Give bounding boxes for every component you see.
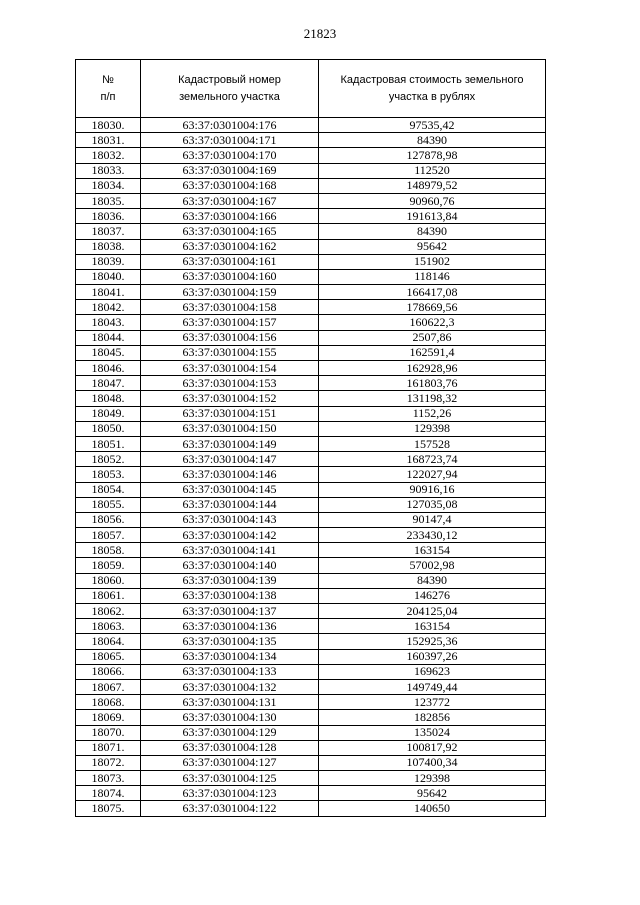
table-row: [76, 558, 546, 573]
row-number: 18068.: [76, 695, 141, 710]
cadastral-value: 160622,3: [319, 315, 546, 330]
cadastral-number: 63:37:0301004:147: [141, 452, 319, 467]
row-number: 18064.: [76, 634, 141, 649]
cadastral-value: 131198,32: [319, 391, 546, 406]
row-number: 18054.: [76, 482, 141, 497]
table-row: [76, 634, 546, 649]
header-number-line2: п/п: [100, 90, 116, 103]
cadastral-value: 146276: [319, 588, 546, 603]
table-row: [76, 345, 546, 360]
row-number: 18073.: [76, 771, 141, 786]
cadastral-number: 63:37:0301004:151: [141, 406, 319, 421]
cadastral-value: 182856: [319, 710, 546, 725]
table-row: [76, 512, 546, 527]
cadastral-number: 63:37:0301004:134: [141, 649, 319, 664]
cadastral-number: 63:37:0301004:135: [141, 634, 319, 649]
cadastral-value: 90960,76: [319, 193, 546, 208]
table-row: [76, 725, 546, 740]
cadastral-number: 63:37:0301004:149: [141, 436, 319, 451]
row-number: 18046.: [76, 361, 141, 376]
header-cadastral-line1: Кадастровый номер: [178, 73, 281, 86]
row-number: 18052.: [76, 452, 141, 467]
row-number: 18075.: [76, 801, 141, 816]
cadastral-value: 152925,36: [319, 634, 546, 649]
page-number: 21823: [303, 26, 337, 41]
cadastral-value: 204125,04: [319, 604, 546, 619]
table-row: [76, 406, 546, 421]
table-row: [76, 269, 546, 284]
table-row: [76, 330, 546, 345]
cadastral-number: 63:37:0301004:169: [141, 163, 319, 178]
row-number: 18072.: [76, 755, 141, 770]
cadastral-number: 63:37:0301004:170: [141, 148, 319, 163]
table-row: [76, 528, 546, 543]
row-number: 18061.: [76, 588, 141, 603]
header-value-line1: Кадастровая стоимость земельного: [340, 73, 524, 86]
table-row: [76, 285, 546, 300]
row-number: 18030.: [76, 118, 141, 133]
cadastral-value: 149749,44: [319, 679, 546, 694]
row-number: 18066.: [76, 664, 141, 679]
row-number: 18069.: [76, 710, 141, 725]
header-value-line2: участка в рублях: [388, 90, 476, 103]
row-number: 18055.: [76, 497, 141, 512]
cadastral-value: 161803,76: [319, 376, 546, 391]
cadastral-value: 160397,26: [319, 649, 546, 664]
cadastral-number: 63:37:0301004:160: [141, 269, 319, 284]
row-number: 18042.: [76, 300, 141, 315]
cadastral-number: 63:37:0301004:123: [141, 786, 319, 801]
table-row: [76, 588, 546, 603]
cadastral-number: 63:37:0301004:130: [141, 710, 319, 725]
table-row: [76, 619, 546, 634]
row-number: 18070.: [76, 725, 141, 740]
row-number: 18062.: [76, 604, 141, 619]
cadastral-number: 63:37:0301004:127: [141, 755, 319, 770]
cadastral-number: 63:37:0301004:133: [141, 664, 319, 679]
row-number: 18041.: [76, 285, 141, 300]
row-number: 18067.: [76, 679, 141, 694]
cadastral-value: 90147,4: [319, 512, 546, 527]
cadastral-value: 129398: [319, 771, 546, 786]
cadastral-value: 178669,56: [319, 300, 546, 315]
cadastral-value: 118146: [319, 269, 546, 284]
cadastral-value: 2507,86: [319, 330, 546, 345]
cadastral-value: 57002,98: [319, 558, 546, 573]
cadastral-value: 168723,74: [319, 452, 546, 467]
table-row: [76, 300, 546, 315]
cadastral-value: 84390: [319, 133, 546, 148]
cadastral-number: 63:37:0301004:131: [141, 695, 319, 710]
table-row: [76, 361, 546, 376]
table-row: [76, 452, 546, 467]
cadastral-value: 163154: [319, 619, 546, 634]
header-number-line1: №: [102, 73, 114, 86]
header-cadastral-number: [141, 60, 319, 118]
table-row: [76, 573, 546, 588]
cadastral-value: 129398: [319, 421, 546, 436]
table-row: [76, 649, 546, 664]
cadastral-value: 1152,26: [319, 406, 546, 421]
cadastral-number: 63:37:0301004:137: [141, 604, 319, 619]
cadastral-value: 151902: [319, 254, 546, 269]
cadastral-value: 163154: [319, 543, 546, 558]
table-row: [76, 543, 546, 558]
cadastral-number: 63:37:0301004:145: [141, 482, 319, 497]
table-row: [76, 315, 546, 330]
cadastral-number: 63:37:0301004:129: [141, 725, 319, 740]
cadastral-number: 63:37:0301004:128: [141, 740, 319, 755]
cadastral-number: 63:37:0301004:155: [141, 345, 319, 360]
table-row: [76, 679, 546, 694]
cadastral-value: 84390: [319, 573, 546, 588]
cadastral-number: 63:37:0301004:142: [141, 528, 319, 543]
row-number: 18044.: [76, 330, 141, 345]
row-number: 18071.: [76, 740, 141, 755]
table-row: [76, 391, 546, 406]
cadastral-value: 100817,92: [319, 740, 546, 755]
cadastral-value: 95642: [319, 239, 546, 254]
table-row: [76, 467, 546, 482]
cadastral-value: 122027,94: [319, 467, 546, 482]
row-number: 18053.: [76, 467, 141, 482]
cadastral-value: 162928,96: [319, 361, 546, 376]
table-row: [76, 786, 546, 801]
table-row: [76, 239, 546, 254]
cadastral-number: 63:37:0301004:141: [141, 543, 319, 558]
cadastral-number: 63:37:0301004:138: [141, 588, 319, 603]
row-number: 18033.: [76, 163, 141, 178]
row-number: 18063.: [76, 619, 141, 634]
table-row: [76, 209, 546, 224]
cadastral-number: 63:37:0301004:132: [141, 679, 319, 694]
cadastral-value: 127035,08: [319, 497, 546, 512]
row-number: 18032.: [76, 148, 141, 163]
table-row: [76, 148, 546, 163]
row-number: 18036.: [76, 209, 141, 224]
header-cadastral-line2: земельного участка: [179, 90, 280, 103]
cadastral-number: 63:37:0301004:176: [141, 118, 319, 133]
table-row: [76, 664, 546, 679]
cadastral-number: 63:37:0301004:139: [141, 573, 319, 588]
row-number: 18059.: [76, 558, 141, 573]
cadastral-value: 162591,4: [319, 345, 546, 360]
cadastral-number: 63:37:0301004:167: [141, 193, 319, 208]
table-row: [76, 755, 546, 770]
cadastral-value: 169623: [319, 664, 546, 679]
cadastral-value: 135024: [319, 725, 546, 740]
table-row: [76, 133, 546, 148]
cadastral-number: 63:37:0301004:158: [141, 300, 319, 315]
table-row: [76, 695, 546, 710]
cadastral-value: 233430,12: [319, 528, 546, 543]
row-number: 18074.: [76, 786, 141, 801]
cadastral-number: 63:37:0301004:125: [141, 771, 319, 786]
cadastral-value: 95642: [319, 786, 546, 801]
table-row: [76, 801, 546, 816]
table-row: [76, 421, 546, 436]
cadastral-value: 166417,08: [319, 285, 546, 300]
table-row: [76, 771, 546, 786]
table-row: [76, 710, 546, 725]
row-number: 18058.: [76, 543, 141, 558]
cadastral-number: 63:37:0301004:140: [141, 558, 319, 573]
cadastral-value-table: [75, 59, 546, 817]
cadastral-number: 63:37:0301004:166: [141, 209, 319, 224]
cadastral-number: 63:37:0301004:161: [141, 254, 319, 269]
table-body: [76, 118, 546, 817]
row-number: 18039.: [76, 254, 141, 269]
table-row: [76, 254, 546, 269]
cadastral-number: 63:37:0301004:154: [141, 361, 319, 376]
cadastral-number: 63:37:0301004:171: [141, 133, 319, 148]
cadastral-number: 63:37:0301004:150: [141, 421, 319, 436]
cadastral-number: 63:37:0301004:144: [141, 497, 319, 512]
cadastral-number: 63:37:0301004:122: [141, 801, 319, 816]
cadastral-number: 63:37:0301004:159: [141, 285, 319, 300]
cadastral-number: 63:37:0301004:156: [141, 330, 319, 345]
cadastral-number: 63:37:0301004:165: [141, 224, 319, 239]
cadastral-value: 90916,16: [319, 482, 546, 497]
row-number: 18049.: [76, 406, 141, 421]
cadastral-number: 63:37:0301004:157: [141, 315, 319, 330]
row-number: 18056.: [76, 512, 141, 527]
row-number: 18057.: [76, 528, 141, 543]
row-number: 18048.: [76, 391, 141, 406]
cadastral-number: 63:37:0301004:136: [141, 619, 319, 634]
table-row: [76, 193, 546, 208]
cadastral-value: 191613,84: [319, 209, 546, 224]
table-row: [76, 497, 546, 512]
table-row: [76, 740, 546, 755]
row-number: 18060.: [76, 573, 141, 588]
cadastral-number: 63:37:0301004:146: [141, 467, 319, 482]
row-number: 18047.: [76, 376, 141, 391]
cadastral-value: 84390: [319, 224, 546, 239]
cadastral-value: 107400,34: [319, 755, 546, 770]
cadastral-value: 112520: [319, 163, 546, 178]
row-number: 18034.: [76, 178, 141, 193]
table-row: [76, 163, 546, 178]
row-number: 18065.: [76, 649, 141, 664]
cadastral-value: 140650: [319, 801, 546, 816]
cadastral-number: 63:37:0301004:162: [141, 239, 319, 254]
row-number: 18031.: [76, 133, 141, 148]
table-row: [76, 604, 546, 619]
row-number: 18045.: [76, 345, 141, 360]
cadastral-value: 123772: [319, 695, 546, 710]
row-number: 18043.: [76, 315, 141, 330]
row-number: 18040.: [76, 269, 141, 284]
cadastral-value: 148979,52: [319, 178, 546, 193]
row-number: 18037.: [76, 224, 141, 239]
table-row: [76, 118, 546, 133]
row-number: 18038.: [76, 239, 141, 254]
cadastral-value: 157528: [319, 436, 546, 451]
row-number: 18035.: [76, 193, 141, 208]
table-row: [76, 482, 546, 497]
header-cadastral-value: [319, 60, 546, 118]
table-header-row: [76, 60, 546, 118]
cadastral-value: 97535,42: [319, 118, 546, 133]
cadastral-number: 63:37:0301004:152: [141, 391, 319, 406]
cadastral-number: 63:37:0301004:168: [141, 178, 319, 193]
row-number: 18051.: [76, 436, 141, 451]
row-number: 18050.: [76, 421, 141, 436]
cadastral-number: 63:37:0301004:153: [141, 376, 319, 391]
table-row: [76, 224, 546, 239]
table-row: [76, 436, 546, 451]
cadastral-value: 127878,98: [319, 148, 546, 163]
cadastral-number: 63:37:0301004:143: [141, 512, 319, 527]
table-row: [76, 178, 546, 193]
table-row: [76, 376, 546, 391]
header-number: [76, 60, 141, 118]
